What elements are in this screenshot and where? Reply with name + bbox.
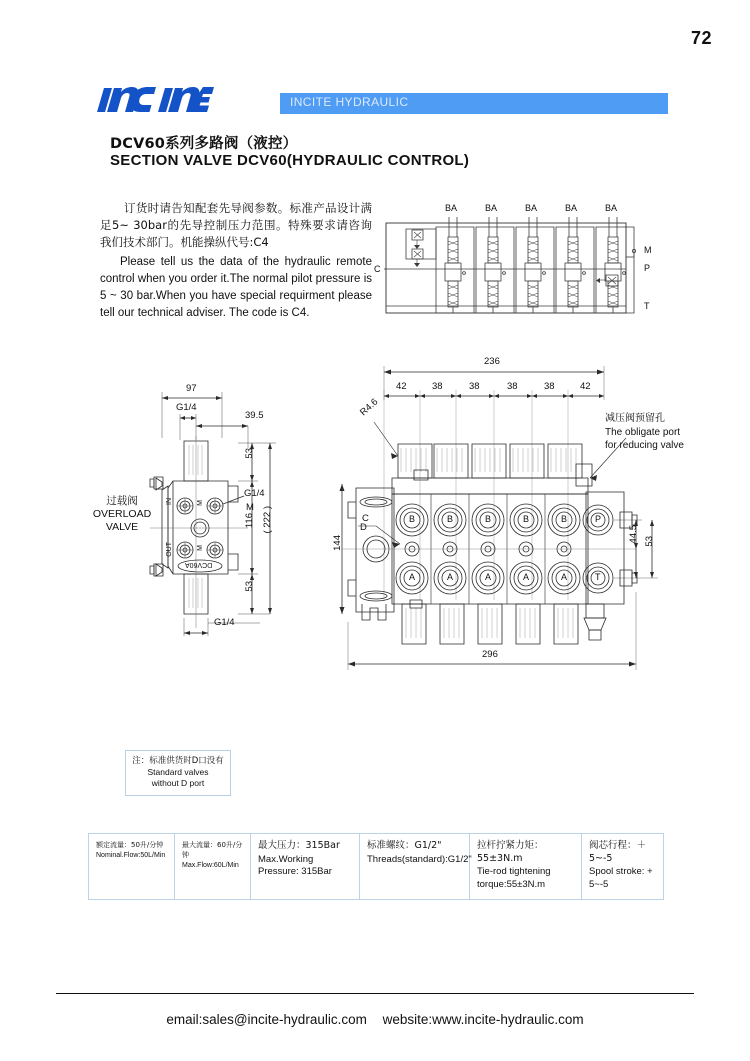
overload-dim-53-top: 53: [244, 448, 255, 459]
overload-thread-right: G1/4: [244, 488, 265, 499]
footer-email: email:sales@incite-hydraulic.com: [166, 1012, 367, 1027]
page-number: 72: [690, 28, 712, 48]
spec-tie-rod-cn: 拉杆拧紧力矩：55±3N.m: [477, 840, 544, 864]
body-dim-seg-3: 38: [469, 381, 480, 392]
overload-body-mark: DCV60A: [185, 561, 213, 568]
overload-dim-116: 116: [244, 513, 255, 529]
page-title-cn: DCV60系列多路阀（液控）: [110, 136, 298, 152]
overload-thread-top: G1/4: [176, 402, 197, 413]
footer-contact: [0, 1012, 750, 1027]
body-dim-seg-1: 42: [396, 381, 407, 392]
overload-port-m-top: M: [197, 500, 204, 506]
spec-max-pressure-cn: 最大压力：315Bar: [258, 840, 340, 851]
section-valve-body-drawing: [332, 352, 666, 682]
intro-paragraph-en: Please tell us the data of the hydraulic remote control when you order it.The normal pilot pressure is 5 ~ 30 bar.When you have special requirment please tell our technical adviser. The code is C4.: [100, 256, 372, 319]
body-dim-44-5: 44.5: [628, 525, 639, 544]
schematic-port-p: P: [644, 263, 651, 273]
body-spool-b-4: B: [523, 514, 530, 524]
body-spool-b-3: B: [485, 514, 492, 524]
body-dim-53: 53: [644, 536, 655, 547]
obligate-port-note: [605, 412, 725, 453]
overload-caption-en-2: VALVE: [105, 521, 139, 533]
body-dim-seg-4: 38: [507, 381, 518, 392]
body-spool-a-2: A: [447, 572, 454, 582]
schematic-ba-label-1: BA: [445, 203, 458, 213]
obligate-note-en-2: for reducing valve: [605, 440, 684, 451]
body-spool-a-4: A: [523, 572, 530, 582]
overload-port-m-bottom: M: [197, 545, 204, 551]
spec-nominal-flow-cn: 额定流量：50升/分钟: [96, 841, 164, 849]
footer-divider: [56, 993, 694, 994]
body-spool-b-2: B: [447, 514, 454, 524]
spec-cell-tie-rod-torque: [470, 834, 582, 899]
body-spool-a-1: A: [409, 572, 416, 582]
overload-valve-caption: [86, 495, 158, 534]
spec-nominal-flow-en: Nominal.Flow:50L/Min: [96, 852, 166, 859]
intro-paragraph-cn: 订货时请告知配套先导阀参数。标准产品设计满足5~ 30bar的先导控制压力范围。特殊要求请咨询我们技术部门。机能操纵代号:C4: [100, 201, 372, 249]
body-label-c: C: [362, 513, 369, 524]
body-port-t: T: [595, 572, 601, 582]
overload-port-in: IN: [166, 498, 173, 505]
spec-cell-spool-stroke: [582, 834, 663, 899]
schematic-ba-label-4: BA: [565, 203, 578, 213]
schematic-port-t: T: [644, 301, 650, 311]
overload-caption-cn: 过载阀: [106, 495, 138, 507]
body-port-p: P: [595, 514, 602, 524]
body-spool-a-5: A: [561, 572, 568, 582]
overload-dim-97: 97: [186, 383, 197, 394]
overload-dim-53-bottom: 53: [244, 581, 255, 592]
body-dim-236: 236: [484, 356, 500, 367]
spec-spool-stroke-cn: 阀芯行程：＋5~-5: [589, 840, 647, 864]
page-title-en: SECTION VALVE DCV60(HYDRAULIC CONTROL): [110, 152, 470, 169]
body-dim-144: 144: [332, 535, 343, 551]
footer-website: website:www.incite-hydraulic.com: [382, 1012, 584, 1027]
spec-max-pressure-en: Max.Working Pressure: 315Bar: [258, 853, 332, 877]
body-spool-a-3: A: [485, 572, 492, 582]
body-spool-b-1: B: [409, 514, 416, 524]
spec-tie-rod-en: Tie-rod tightening torque:55±3N.m: [477, 866, 551, 890]
spec-cell-nominal-flow: [89, 834, 175, 899]
overload-port-out: OUT: [166, 542, 173, 557]
body-dim-seg-2: 38: [432, 381, 443, 392]
d-port-note-box: [125, 750, 231, 796]
intro-text-block: [100, 200, 372, 322]
spec-cell-max-pressure: [251, 834, 360, 899]
schematic-port-m: M: [644, 245, 652, 255]
body-dim-296: 296: [482, 649, 498, 660]
obligate-note-cn: 减压阀预留孔: [605, 413, 665, 424]
d-port-note-en-1: Standard valves: [147, 767, 209, 777]
schematic-port-c: C: [374, 264, 381, 274]
brand-bar-label: INCITE HYDRAULIC: [290, 95, 409, 109]
schematic-ba-label-2: BA: [485, 203, 498, 213]
overload-thread-bottom: G1/4: [214, 617, 235, 628]
spec-max-flow-cn: 最大流量：60升/分钟: [182, 841, 243, 859]
body-spool-b-5: B: [561, 514, 568, 524]
spec-max-flow-en: Max.Flow:60L/Min: [182, 862, 239, 869]
body-dim-seg-6: 42: [580, 381, 591, 392]
obligate-note-en-1: The obligate port: [605, 426, 681, 438]
spec-spool-stroke-en: Spool stroke: + 5~-5: [589, 866, 653, 890]
brand-bar: [280, 93, 668, 114]
body-dim-seg-5: 38: [544, 381, 555, 392]
overload-dim-total: ( 222 ): [262, 506, 273, 534]
spec-threads-cn: 标准螺纹：G1/2": [367, 840, 442, 851]
specification-table: [88, 833, 664, 900]
schematic-ba-label-5: BA: [605, 203, 618, 213]
schematic-ba-label-3: BA: [525, 203, 538, 213]
overload-dim-39-5: 39.5: [245, 410, 264, 421]
spec-cell-threads: [360, 834, 470, 899]
overload-port-m-label: M: [246, 502, 254, 513]
body-radius-r4-6: R4.6: [358, 396, 381, 419]
spec-threads-en: Threads(standard):G1/2": [367, 853, 472, 865]
spec-cell-max-flow: [175, 834, 251, 899]
body-label-d: D: [360, 522, 367, 533]
overload-caption-en-1: OVERLOAD: [92, 508, 152, 520]
d-port-note-en-2: without D port: [151, 778, 205, 788]
d-port-note-cn: 注：标准供货时D口没有: [132, 756, 224, 766]
incite-logo: [96, 82, 214, 118]
hydraulic-schematic: [374, 203, 660, 335]
